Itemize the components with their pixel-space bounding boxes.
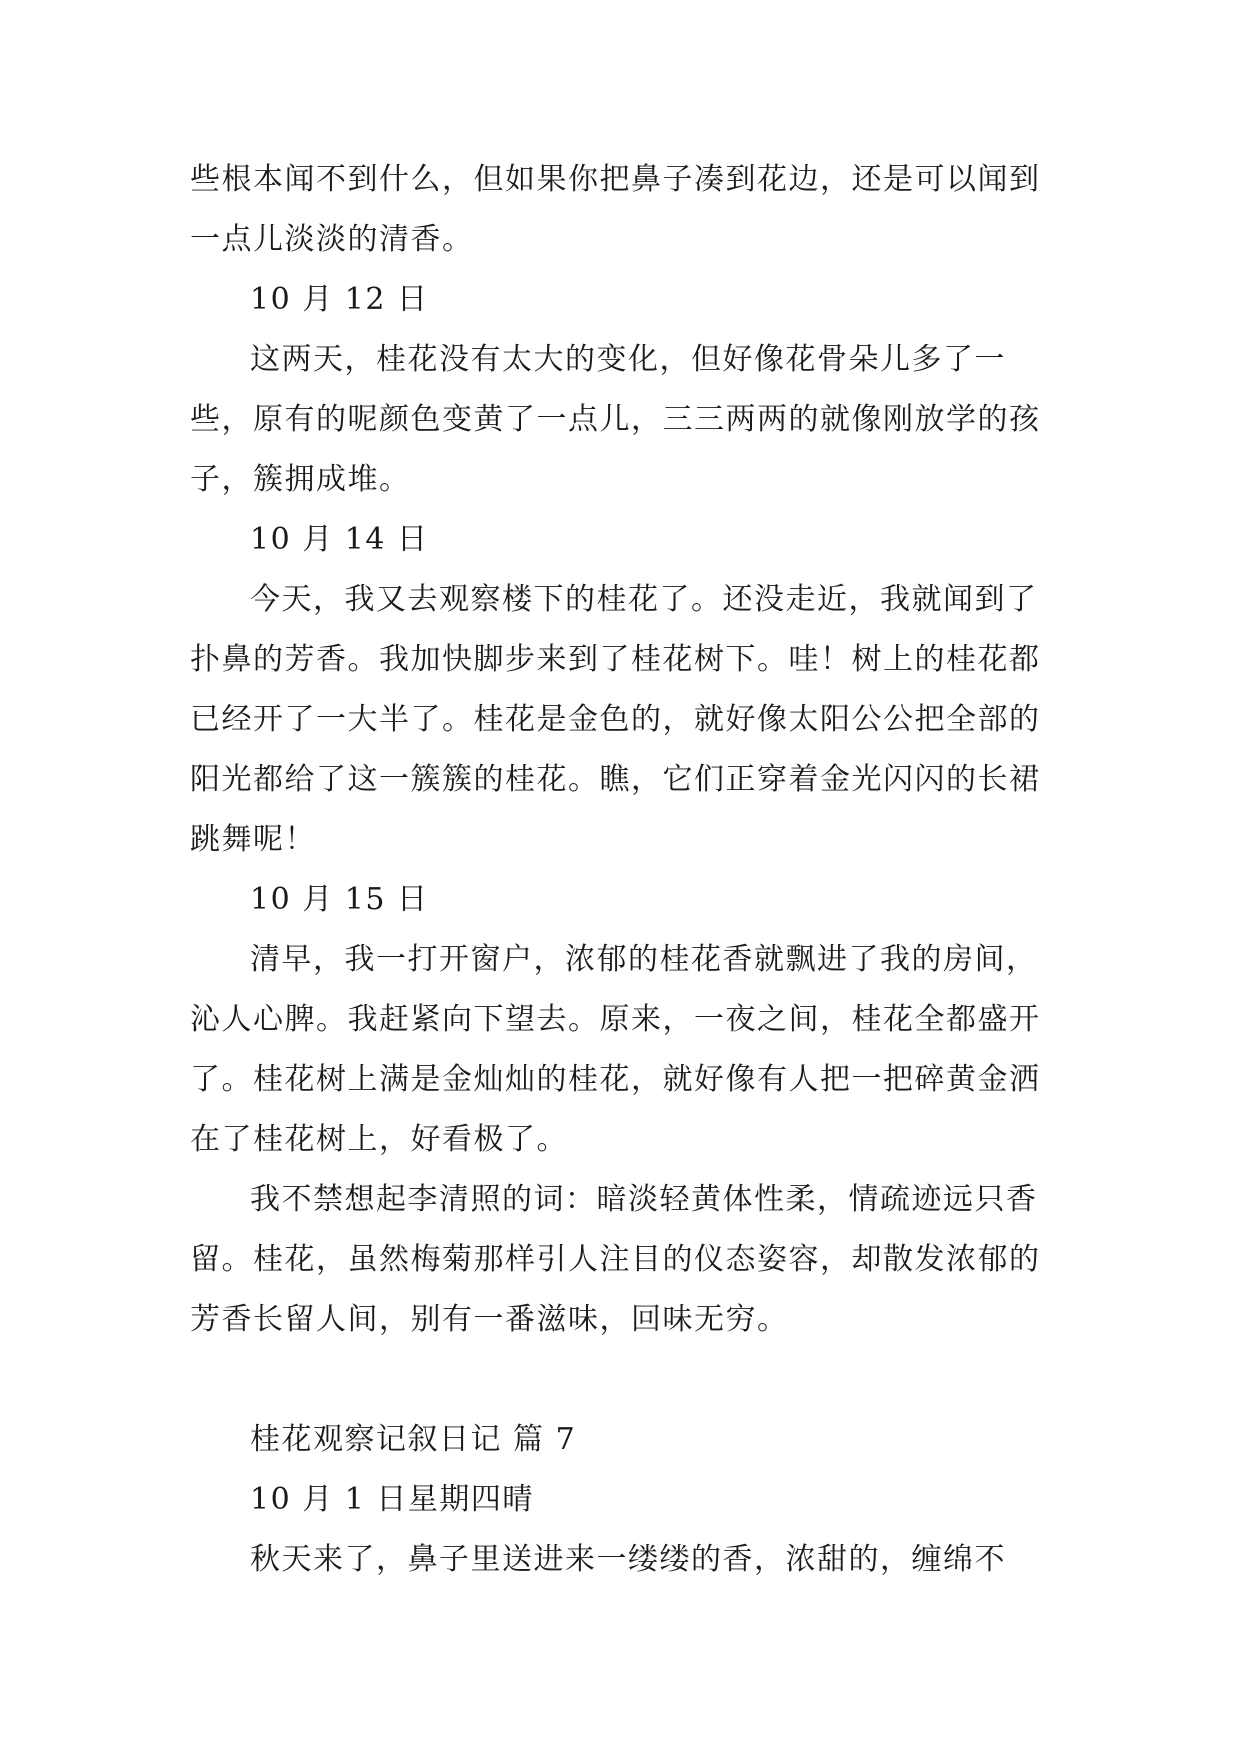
section-heading: 桂花观察记叙日记 篇 7	[250, 1422, 577, 1457]
section-spacer	[190, 1350, 1050, 1410]
body-paragraph: 今天，我又去观察楼下的桂花了。还没走近，我就闻到了扑鼻的芳香。我加快脚步来到了桂花树下。哇！树上的桂花都已经开了一大半了。桂花是金色的，就好像太阳公公把全部的阳光都给了这一簇簇的桂花。瞧，它们正穿着金光闪闪的长裙跳舞呢！	[190, 582, 1041, 857]
diary-date: 10 月 14 日	[250, 522, 429, 557]
body-paragraph: 秋天来了，鼻子里送进来一缕缕的香，浓甜的，缠绵不	[250, 1542, 1006, 1577]
body-paragraph: 清早，我一打开窗户，浓郁的桂花香就飘进了我的房间，沁人心脾。我赶紧向下望去。原来，一夜之间，桂花全都盛开了。桂花树上满是金灿灿的桂花，就好像有人把一把碎黄金洒在了桂花树上，好看极了。	[190, 942, 1041, 1157]
body-paragraph: 些根本闻不到什么，但如果你把鼻子凑到花边，还是可以闻到一点儿淡淡的清香。	[190, 162, 1041, 257]
diary-date: 10 月 1 日星期四晴	[250, 1482, 534, 1517]
body-paragraph: 这两天，桂花没有太大的变化，但好像花骨朵儿多了一些，原有的呢颜色变黄了一点儿，三三两两的就像刚放学的孩子，簇拥成堆。	[190, 342, 1041, 497]
body-paragraph: 我不禁想起李清照的词：暗淡轻黄体性柔，情疏迹远只香留。桂花，虽然梅菊那样引人注目的仪态姿容，却散发浓郁的芳香长留人间，别有一番滋味，回味无穷。	[190, 1182, 1041, 1337]
diary-date: 10 月 15 日	[250, 882, 429, 917]
document-body	[190, 150, 1050, 1590]
diary-date: 10 月 12 日	[250, 282, 429, 317]
